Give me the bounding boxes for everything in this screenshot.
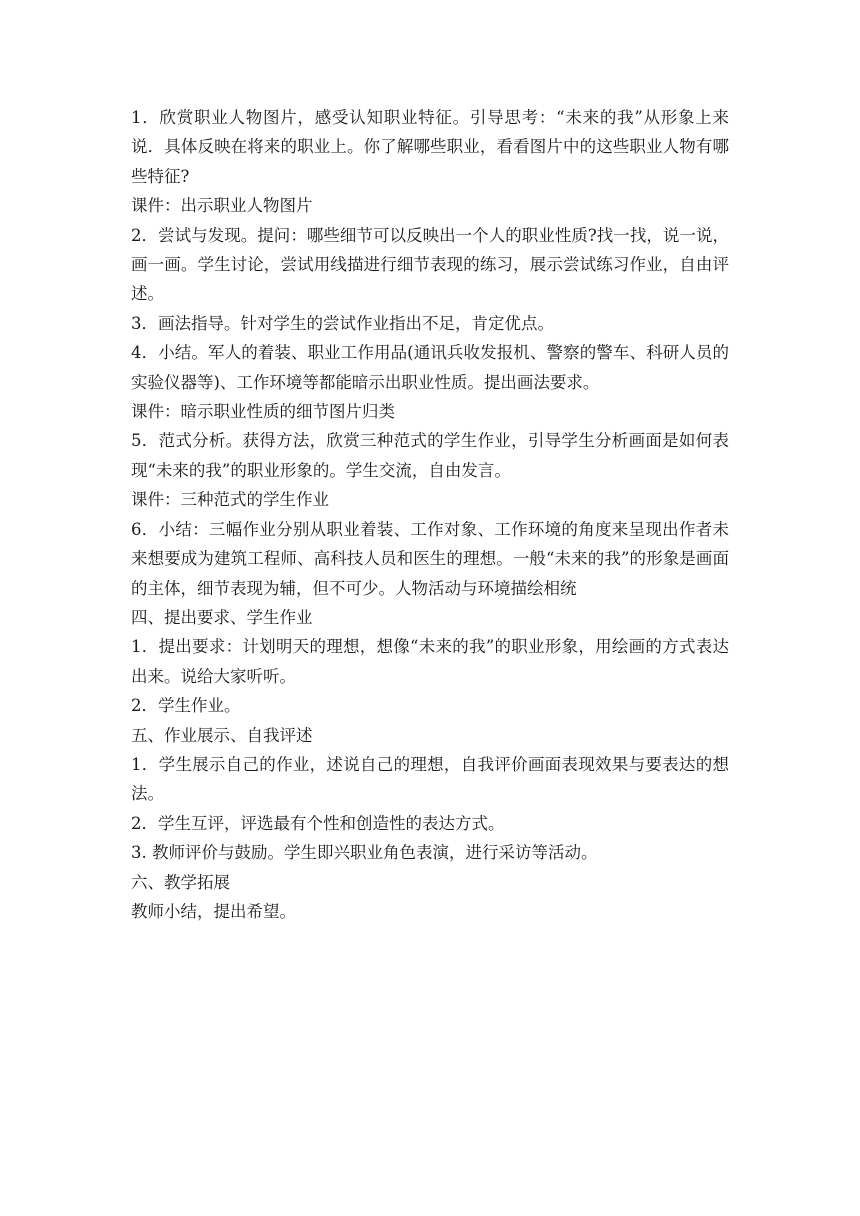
paragraph: 4．小结。军人的着装、职业工作用品(通讯兵收发报机、警察的警车、科研人员的实验仪器等)、工作环境等都能暗示出职业性质。提出画法要求。	[131, 343, 729, 392]
paragraph: 3. 教师评价与鼓励。学生即兴职业角色表演，进行采访等活动。	[131, 843, 598, 863]
paragraph: 教师小结，提出希望。	[131, 901, 296, 921]
paragraph: 2．学生互评，评选最有个性和创造性的表达方式。	[131, 813, 505, 833]
paragraph: 6．小结：三幅作业分别从职业着装、工作对象、工作环境的角度来呈现出作者未来想要成为建筑工程师、高科技人员和医生的理想。一般“未来的我”的形象是画面的主体，细节表现为辅，但不可少。人物活动与环境描绘相统	[131, 519, 729, 598]
section-heading: 六、教学拓展	[131, 872, 230, 892]
paragraph: 2．尝试与发现。提问：哪些细节可以反映出一个人的职业性质?找一找，说一说，画一画。学生讨论，尝试用线描进行细节表现的练习，展示尝试练习作业，自由评述。	[131, 225, 729, 304]
section-heading: 五、作业展示、自我评述	[131, 725, 313, 745]
paragraph: 1．欣赏职业人物图片，感受认知职业特征。引导思考：“未来的我”从形象上来说．具体反映在将来的职业上。你了解哪些职业，看看图片中的这些职业人物有哪些特征?	[131, 108, 729, 186]
paragraph: 2．学生作业。	[131, 696, 241, 716]
paragraph: 课件：出示职业人物图片	[131, 196, 313, 216]
paragraph: 1．提出要求：计划明天的理想，想像“未来的我”的职业形象，用绘画的方式表达出来。说给大家听听。	[131, 637, 729, 686]
paragraph: 3．画法指导。针对学生的尝试作业指出不足，肯定优点。	[131, 313, 554, 333]
paragraph: 课件：三种范式的学生作业	[131, 490, 329, 510]
paragraph: 5．范式分析。获得方法，欣赏三种范式的学生作业，引导学生分析画面是如何表现“未来的我”的职业形象的。学生交流，自由发言。	[131, 431, 729, 480]
section-heading: 四、提出要求、学生作业	[131, 607, 313, 627]
document-body	[131, 103, 729, 926]
paragraph: 课件：暗示职业性质的细节图片归类	[131, 402, 395, 422]
paragraph: 1．学生展示自己的作业，述说自己的理想，自我评价画面表现效果与要表达的想法。	[131, 754, 729, 804]
